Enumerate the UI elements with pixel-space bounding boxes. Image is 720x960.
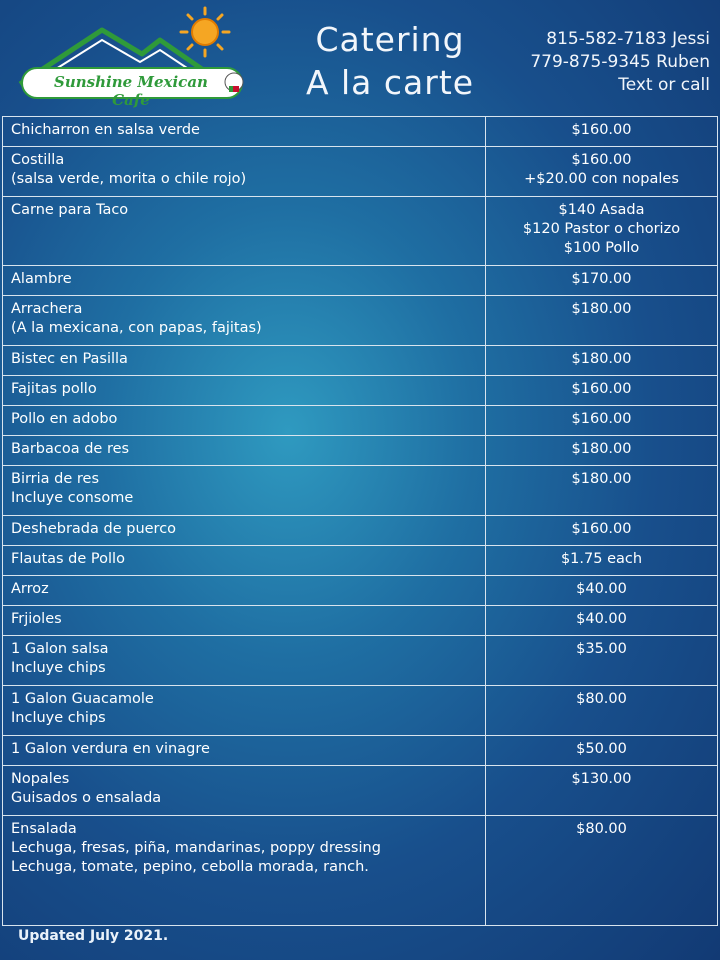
menu-item-name: Bistec en Pasilla <box>11 351 128 367</box>
menu-item-name: 1 Galon verdura en vinagre <box>11 741 210 757</box>
menu-item-name: 1 Galon salsa <box>11 641 109 657</box>
menu-item-price: $160.00 <box>571 521 632 537</box>
menu-item-description: (salsa verde, morita o chile rojo) <box>11 171 247 187</box>
menu-item-cell <box>3 816 486 926</box>
menu-item-price: $180.00 <box>571 351 632 367</box>
menu-price-cell <box>486 606 718 636</box>
menu-item-price: $140 Asada <box>558 202 645 218</box>
menu-item-name: Arroz <box>11 581 49 597</box>
menu-item-price: $160.00 <box>571 411 632 427</box>
menu-price-cell <box>486 516 718 546</box>
menu-row <box>3 296 718 346</box>
menu-row <box>3 406 718 436</box>
menu-price-cell <box>486 436 718 466</box>
menu-row <box>3 516 718 546</box>
menu-item-cell <box>3 606 486 636</box>
menu-item-name: Chicharron en salsa verde <box>11 122 200 138</box>
menu-item-price: $120 Pastor o chorizo <box>522 221 681 237</box>
menu-price-cell <box>486 686 718 736</box>
menu-row <box>3 147 718 197</box>
menu-item-cell <box>3 436 486 466</box>
menu-row <box>3 346 718 376</box>
menu-item-cell <box>3 197 486 266</box>
menu-row <box>3 197 718 266</box>
menu-row <box>3 766 718 816</box>
menu-item-price: +$20.00 con nopales <box>524 171 679 187</box>
title-line-2: A la carte <box>305 63 475 102</box>
menu-item-cell <box>3 766 486 816</box>
menu-row <box>3 117 718 147</box>
menu-item-cell <box>3 636 486 686</box>
menu-item-name: Pollo en adobo <box>11 411 118 427</box>
menu-item-cell <box>3 266 486 296</box>
menu-item-price: $100 Pollo <box>563 240 640 256</box>
menu-table <box>2 116 718 926</box>
menu-item-name: Arrachera <box>11 301 83 317</box>
menu-item-price: $180.00 <box>571 441 632 457</box>
menu-item-price: $180.00 <box>571 301 632 317</box>
menu-item-name: Birria de res <box>11 471 100 487</box>
menu-price-cell <box>486 376 718 406</box>
footer-updated: Updated July 2021. <box>18 928 169 944</box>
menu-item-name: Carne para Taco <box>11 202 129 218</box>
contact-line: 815-582-7183 Jessi <box>546 29 710 49</box>
menu-item-price: $80.00 <box>576 691 627 707</box>
page-title <box>270 18 510 104</box>
menu-item-name: Fajitas pollo <box>11 381 97 397</box>
menu-price-cell <box>486 346 718 376</box>
menu-price-cell <box>486 636 718 686</box>
menu-row <box>3 436 718 466</box>
menu-item-cell <box>3 736 486 766</box>
menu-item-cell <box>3 376 486 406</box>
menu-item-price: $170.00 <box>571 271 632 287</box>
menu-item-description: Incluye chips <box>11 710 106 726</box>
menu-row <box>3 546 718 576</box>
menu-item-name: Frjioles <box>11 611 62 627</box>
menu-price-cell <box>486 117 718 147</box>
menu-price-cell <box>486 296 718 346</box>
menu-item-cell <box>3 117 486 147</box>
menu-item-price: $160.00 <box>571 122 632 138</box>
menu-item-cell <box>3 147 486 197</box>
menu-item-cell <box>3 406 486 436</box>
menu-price-cell <box>486 466 718 516</box>
menu-item-description: Incluye chips <box>11 660 106 676</box>
menu-item-price: $1.75 each <box>560 551 643 567</box>
title-line-1: Catering <box>315 20 465 59</box>
menu-item-cell <box>3 346 486 376</box>
menu-item-price: $80.00 <box>576 821 627 837</box>
menu-row <box>3 736 718 766</box>
menu-item-price: $180.00 <box>571 471 632 487</box>
menu-price-cell <box>486 546 718 576</box>
menu-item-price: $160.00 <box>571 152 632 168</box>
menu-item-description: Guisados o ensalada <box>11 790 162 806</box>
menu-row <box>3 606 718 636</box>
menu-item-name: Nopales <box>11 771 70 787</box>
menu-item-cell <box>3 296 486 346</box>
menu-item-price: $160.00 <box>571 381 632 397</box>
menu-item-cell <box>3 686 486 736</box>
menu-row <box>3 576 718 606</box>
menu-row <box>3 636 718 686</box>
menu-item-price: $130.00 <box>571 771 632 787</box>
menu-price-cell <box>486 266 718 296</box>
menu-item-description: Incluye consome <box>11 490 134 506</box>
menu-item-cell <box>3 466 486 516</box>
menu-item-name: Barbacoa de res <box>11 441 130 457</box>
menu-item-name: 1 Galon Guacamole <box>11 691 154 707</box>
menu-item-price: $50.00 <box>576 741 627 757</box>
logo <box>12 4 257 109</box>
menu-price-cell <box>486 766 718 816</box>
menu-price-cell <box>486 147 718 197</box>
menu-price-cell <box>486 197 718 266</box>
contact-line: 779-875-9345 Ruben <box>530 52 710 72</box>
menu-item-cell <box>3 516 486 546</box>
logo-text: Sunshine Mexican Cafe <box>54 73 208 109</box>
menu-item-name: Ensalada <box>11 821 77 837</box>
menu-item-price: $40.00 <box>576 611 627 627</box>
menu-item-price: $35.00 <box>576 641 627 657</box>
menu-item-name: Alambre <box>11 271 72 287</box>
sun-icon <box>181 8 229 56</box>
menu-row <box>3 376 718 406</box>
contact-line: Text or call <box>618 75 710 95</box>
menu-row <box>3 466 718 516</box>
menu-item-cell <box>3 576 486 606</box>
menu-price-cell <box>486 406 718 436</box>
menu-price-cell <box>486 576 718 606</box>
menu-item-price: $40.00 <box>576 581 627 597</box>
menu-item-name: Costilla <box>11 152 65 168</box>
menu-item-description: (A la mexicana, con papas, fajitas) <box>11 320 262 336</box>
menu-row <box>3 266 718 296</box>
menu-row <box>3 686 718 736</box>
menu-price-cell <box>486 736 718 766</box>
menu-item-name: Deshebrada de puerco <box>11 521 177 537</box>
menu-item-description: Lechuga, fresas, piña, mandarinas, poppy dressing <box>11 840 381 856</box>
menu-item-name: Flautas de Pollo <box>11 551 125 567</box>
menu-price-cell <box>486 816 718 926</box>
menu-item-cell <box>3 546 486 576</box>
contact-info <box>530 28 710 97</box>
menu-item-description: Lechuga, tomate, pepino, cebolla morada, ranch. <box>11 859 369 875</box>
menu-row <box>3 816 718 926</box>
